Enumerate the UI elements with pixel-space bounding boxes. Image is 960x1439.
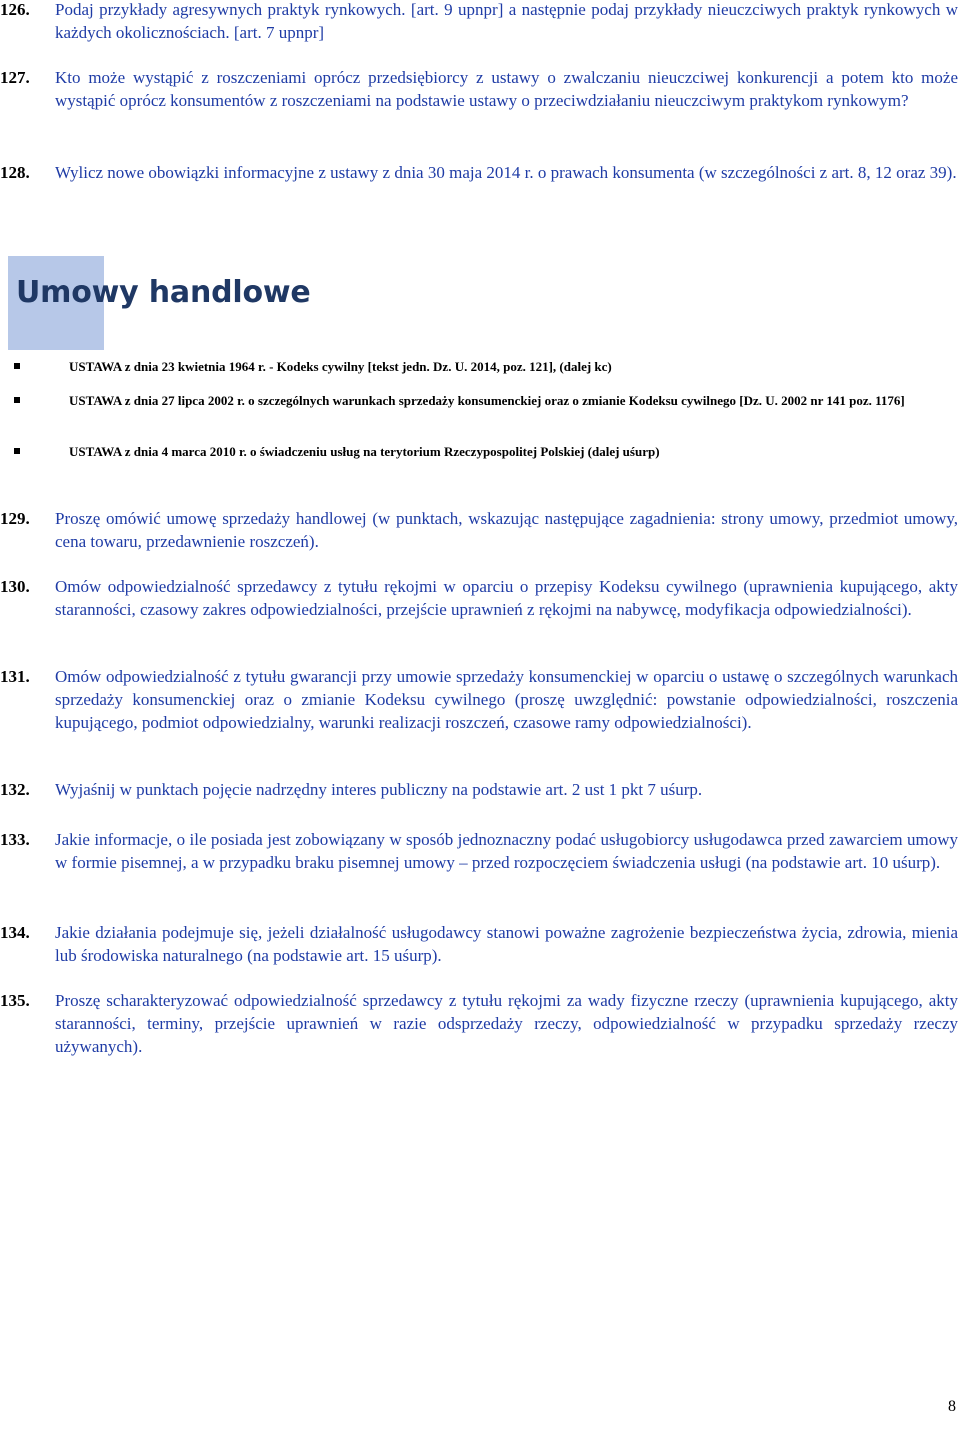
question-text: Proszę omówić umowę sprzedaży handlowej (w punktach, wskazując następujące zagadnienia: strony umowy, przedmiot umowy, cena towaru, przedawnienie roszczeń). (55, 509, 958, 551)
question-text: Kto może wystąpić z roszczeniami oprócz przedsiębiorcy z ustawy o zwalczaniu nieuczciwej konkurencji a potem kto może wystąpić oprócz konsumentów z roszczeniami na podstawie ustawy o przeciwdziałaniu nieuczciwym praktykom rynkowym? (55, 68, 958, 110)
law-text: USTAWA z dnia 23 kwietnia 1964 r. - Kodeks cywilny [tekst jedn. Dz. U. 2014, poz. 121], (dalej kc) (69, 359, 612, 374)
question-127 (0, 66, 960, 112)
law-item (0, 357, 960, 376)
question-133 (0, 828, 960, 874)
question-text: Omów odpowiedzialność z tytułu gwarancji przy umowie sprzedaży konsumenckiej w oparciu o ustawę o szczególnych warunkach sprzedaży konsumenckiej oraz o zmianie Kodeksu cywilnego (proszę uwzględnić: powstanie odpowiedzialności, roszczenia kupującego, podmiot odpowiedzialny, warunki realizacji roszczeń, czasowe ramy odpowiedzialności). (55, 667, 958, 732)
question-text: Wylicz nowe obowiązki informacyjne z ustawy z dnia 30 maja 2014 r. o prawach konsumenta (w szczególności z art. 8, 12 oraz 39). (55, 163, 957, 182)
law-item (0, 391, 960, 410)
square-bullet-icon (14, 448, 20, 454)
question-129 (0, 507, 960, 553)
question-number: 128. (0, 163, 30, 182)
section-title: Umowy handlowe (16, 275, 311, 310)
question-number: 135. (0, 991, 30, 1010)
question-number: 126. (0, 0, 30, 19)
square-bullet-icon (14, 397, 20, 403)
question-number: 129. (0, 509, 30, 528)
question-132 (0, 778, 960, 801)
square-bullet-icon (14, 363, 20, 369)
question-126 (0, 0, 960, 44)
question-128 (0, 161, 960, 184)
question-130 (0, 575, 960, 621)
question-text: Podaj przykłady agresywnych praktyk rynkowych. [art. 9 upnpr] a następnie podaj przykłady nieuczciwych praktyk rynkowych w każdych okolicznościach. [art. 7 upnpr] (55, 0, 958, 42)
law-item (0, 442, 960, 461)
question-number: 134. (0, 923, 30, 942)
question-number: 130. (0, 577, 30, 596)
question-134 (0, 921, 960, 967)
question-text: Jakie działania podejmuje się, jeżeli działalność usługodawcy stanowi poważne zagrożenie bezpieczeństwa życia, zdrowia, mienia lub środowiska naturalnego (na podstawie art. 15 uśurp). (55, 923, 958, 965)
question-131 (0, 665, 960, 734)
question-number: 132. (0, 780, 30, 799)
question-number: 133. (0, 830, 30, 849)
question-text: Wyjaśnij w punktach pojęcie nadrzędny interes publiczny na podstawie art. 2 ust 1 pkt 7 uśurp. (55, 780, 703, 799)
page-number: 8 (948, 1398, 956, 1415)
question-text: Jakie informacje, o ile posiada jest zobowiązany w sposób jednoznaczny podać usługobiorcy usługodawca przed zawarciem umowy w formie pisemnej, a w przypadku braku pisemnej umowy – przed rozpoczęciem świadczenia usługi (na podstawie art. 10 uśurp). (55, 830, 958, 872)
question-text: Omów odpowiedzialność sprzedawcy z tytułu rękojmi w oparciu o przepisy Kodeksu cywilnego (uprawnienia kupującego, akty staranności, czasowy zakres odpowiedzialności, przejście uprawnień z rękojmi na nabywcę, modyfikacja odpowiedzialności). (55, 577, 958, 619)
question-number: 131. (0, 667, 30, 686)
question-text: Proszę scharakteryzować odpowiedzialność sprzedawcy z tytułu rękojmi za wady fizyczne rzeczy (uprawnienia kupującego, akty staranności, terminy, przejście uprawnień w razie odsprzedaży rzeczy, odpowiedzialność w przypadku sprzedaży rzeczy używanych). (55, 991, 958, 1056)
law-text: USTAWA z dnia 4 marca 2010 r. o świadczeniu usług na terytorium Rzeczypospolitej Polskiej (dalej uśurp) (69, 444, 660, 459)
section-heading (8, 256, 338, 350)
question-135 (0, 989, 960, 1058)
question-number: 127. (0, 68, 30, 87)
law-text: USTAWA z dnia 27 lipca 2002 r. o szczególnych warunkach sprzedaży konsumenckiej oraz o zmianie Kodeksu cywilnego [Dz. U. 2002 nr 141 poz. 1176] (69, 393, 905, 408)
